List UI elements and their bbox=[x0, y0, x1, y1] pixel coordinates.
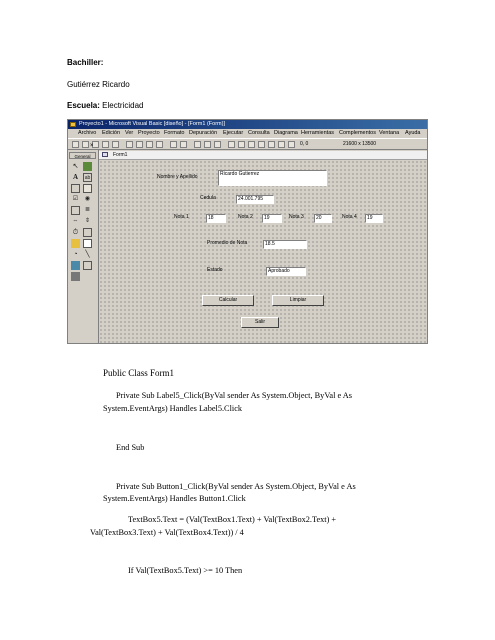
open-icon[interactable] bbox=[102, 141, 109, 148]
estado-textbox[interactable]: Aprobado bbox=[266, 267, 306, 276]
calcular-button[interactable]: Calcular bbox=[202, 295, 254, 306]
menu-ventana[interactable]: Ventana bbox=[379, 130, 400, 136]
code-line-label5-sub-a: Private Sub Label5_Click(ByVal sender As System.Object, ByVal e As bbox=[116, 391, 352, 400]
code-line-textbox5-b: Val(TextBox3.Text) + Val(TextBox4.Text)) / 4 bbox=[90, 528, 244, 537]
find-icon[interactable] bbox=[156, 141, 163, 148]
vb-ide-screenshot bbox=[67, 119, 428, 344]
line-tool-icon[interactable]: ╲ bbox=[85, 251, 90, 258]
ide-title-bar bbox=[68, 120, 427, 129]
code-line-textbox5-a: TextBox5.Text = (Val(TextBox1.Text) + Val(TextBox2.Text) + bbox=[128, 515, 337, 524]
code-line-end-sub: End Sub bbox=[116, 443, 145, 452]
code-line-if-statement: If Val(TextBox5.Text) >= 10 Then bbox=[128, 566, 243, 575]
optionbutton-tool-icon[interactable]: ◉ bbox=[84, 196, 91, 202]
ide-menu-bar bbox=[68, 129, 427, 138]
dirlistbox-tool-icon[interactable] bbox=[71, 239, 80, 248]
menu-complementos[interactable]: Complementos bbox=[339, 130, 376, 136]
vscrollbar-tool-icon[interactable]: ⇕ bbox=[84, 218, 91, 224]
toolbox-icon[interactable] bbox=[268, 141, 275, 148]
nombre-label[interactable]: Nombre y Apellido bbox=[157, 174, 198, 180]
estado-label[interactable]: Estado bbox=[207, 267, 223, 273]
form-icon bbox=[102, 152, 108, 157]
break-icon[interactable] bbox=[204, 141, 211, 148]
toolbox-general-tab[interactable]: General bbox=[69, 152, 96, 159]
student-name: Gutiérrez Ricardo bbox=[67, 80, 130, 89]
position-readout: 0, 0 bbox=[300, 141, 309, 147]
close-icon[interactable]: × bbox=[90, 143, 94, 149]
salir-button[interactable]: Salir bbox=[241, 317, 279, 328]
combobox-tool-icon[interactable] bbox=[71, 206, 80, 215]
limpiar-button[interactable]: Limpiar bbox=[272, 295, 324, 306]
code-line-button1-sub-b: System.EventArgs) Handles Button1.Click bbox=[103, 494, 246, 503]
nombre-textbox[interactable]: Ricardo Gutierrez bbox=[218, 170, 327, 186]
timer-tool-icon[interactable]: ⏱ bbox=[72, 229, 79, 236]
form-designer-window bbox=[99, 151, 427, 343]
form1-title: Form1 bbox=[113, 152, 128, 158]
escuela-value: Electricidad bbox=[102, 101, 144, 110]
image-tool-icon[interactable] bbox=[71, 261, 80, 270]
menu-depuracion[interactable]: Depuración bbox=[189, 130, 218, 136]
listbox-tool-icon[interactable]: ≣ bbox=[84, 207, 91, 213]
label-tool-icon[interactable]: A bbox=[72, 173, 79, 181]
frame-tool-icon[interactable] bbox=[71, 184, 80, 193]
properties-icon[interactable] bbox=[238, 141, 245, 148]
code-line-public-class: Public Class Form1 bbox=[103, 368, 175, 378]
redo-icon[interactable] bbox=[180, 141, 187, 148]
nota4-textbox[interactable]: 19 bbox=[365, 214, 383, 223]
escuela-line bbox=[67, 101, 144, 110]
textbox-tool-icon[interactable]: ab bbox=[84, 175, 91, 181]
checkbox-tool-icon[interactable]: ☑ bbox=[72, 196, 79, 202]
form1-title-bar bbox=[99, 151, 427, 160]
drivelistbox-tool-icon[interactable] bbox=[83, 228, 92, 237]
data-tool-icon[interactable] bbox=[83, 261, 92, 270]
ole-tool-icon[interactable] bbox=[71, 272, 80, 281]
cedula-textbox[interactable]: 24.001.795 bbox=[236, 195, 274, 204]
commandbutton-tool-icon[interactable] bbox=[83, 184, 92, 193]
copy-icon[interactable] bbox=[136, 141, 143, 148]
cedula-label[interactable]: Cedula bbox=[200, 195, 216, 201]
undo-icon[interactable] bbox=[170, 141, 177, 148]
nota2-label[interactable]: Nota 2 bbox=[238, 214, 253, 220]
paste-icon[interactable] bbox=[146, 141, 153, 148]
form-layout-icon[interactable] bbox=[248, 141, 255, 148]
nota2-textbox[interactable]: 19 bbox=[262, 214, 282, 223]
add-form-icon[interactable] bbox=[82, 141, 89, 148]
menu-edicion[interactable]: Edición bbox=[102, 130, 121, 136]
hscrollbar-tool-icon[interactable]: ⇔ bbox=[72, 218, 79, 224]
promedio-textbox[interactable]: 18.5 bbox=[263, 240, 307, 249]
menu-ejecutar[interactable]: Ejecutar bbox=[223, 130, 244, 136]
nota3-label[interactable]: Nota 3 bbox=[289, 214, 304, 220]
size-readout: 21600 x 13500 bbox=[343, 141, 377, 147]
component-manager-icon[interactable] bbox=[288, 141, 295, 148]
menu-proyecto[interactable]: Proyecto bbox=[138, 130, 160, 136]
start-icon[interactable] bbox=[194, 141, 201, 148]
project-explorer-icon[interactable] bbox=[228, 141, 235, 148]
toolbox-panel bbox=[68, 143, 99, 343]
nota4-label[interactable]: Nota 4 bbox=[342, 214, 357, 220]
code-line-label5-sub-b: System.EventArgs) Handles Label5.Click bbox=[103, 404, 243, 413]
nota1-textbox[interactable]: 18 bbox=[206, 214, 226, 223]
code-line-button1-sub-a: Private Sub Button1_Click(ByVal sender As System.Object, ByVal e As bbox=[116, 482, 356, 491]
menu-consulta[interactable]: Consulta bbox=[248, 130, 270, 136]
menu-formato[interactable]: Formato bbox=[164, 130, 185, 136]
vb-app-icon bbox=[70, 122, 76, 127]
pointer-tool-icon[interactable]: ↖ bbox=[72, 163, 79, 170]
ide-window-title: Proyecto1 - Microsoft Visual Basic [diseño] - [Form1 (Form)] bbox=[79, 121, 225, 127]
nota3-textbox[interactable]: 20 bbox=[314, 214, 332, 223]
nota1-label[interactable]: Nota 1 bbox=[174, 214, 189, 220]
filelistbox-tool-icon[interactable] bbox=[83, 239, 92, 248]
bachiller-label: Bachiller: bbox=[67, 58, 104, 67]
menu-herramientas[interactable]: Herramientas bbox=[301, 130, 335, 136]
picturebox-tool-icon[interactable] bbox=[83, 162, 92, 171]
ide-toolbar bbox=[68, 138, 427, 150]
save-icon[interactable] bbox=[112, 141, 119, 148]
object-browser-icon[interactable] bbox=[258, 141, 265, 148]
data-view-icon[interactable] bbox=[278, 141, 285, 148]
menu-archivo[interactable]: Archivo bbox=[78, 130, 97, 136]
shape-tool-icon[interactable]: ◔ bbox=[73, 251, 78, 258]
menu-ver[interactable]: Ver bbox=[125, 130, 134, 136]
end-icon[interactable] bbox=[214, 141, 221, 148]
menu-diagrama[interactable]: Diagrama bbox=[274, 130, 298, 136]
add-project-icon[interactable] bbox=[72, 141, 79, 148]
menu-ayuda[interactable]: Ayuda bbox=[405, 130, 421, 136]
escuela-label: Escuela: bbox=[67, 101, 100, 110]
cut-icon[interactable] bbox=[126, 141, 133, 148]
promedio-label[interactable]: Promedio de Nota bbox=[207, 240, 248, 246]
form-design-grid[interactable] bbox=[99, 160, 427, 343]
